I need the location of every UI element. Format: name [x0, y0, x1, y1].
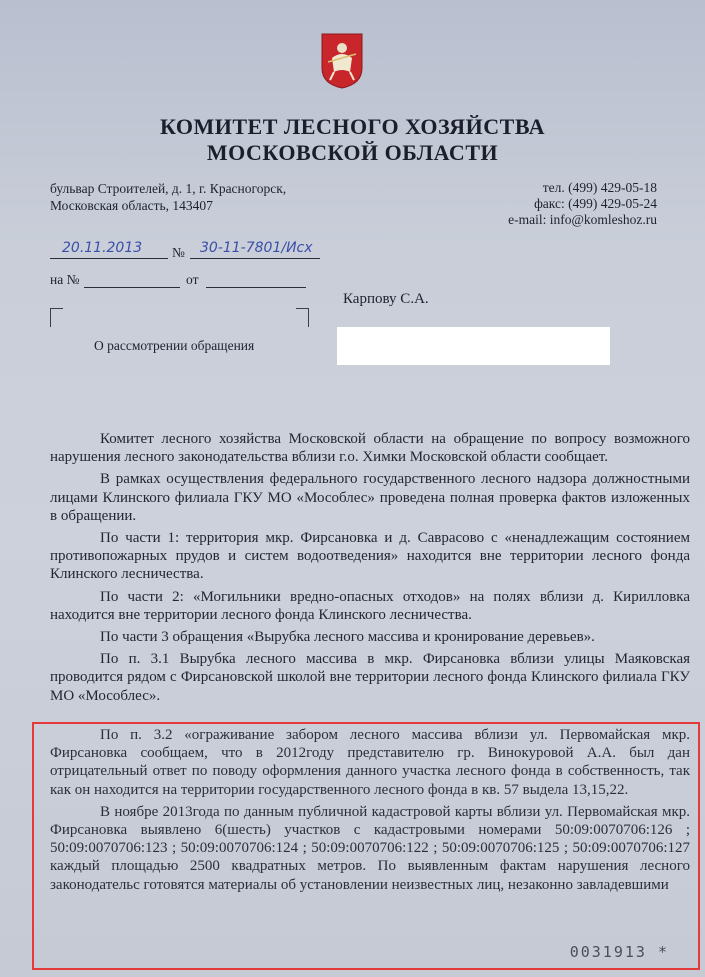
email-address: e-mail: info@komleshoz.ru [508, 212, 657, 227]
reference-date-line [206, 287, 306, 288]
body-paragraph: Комитет лесного хозяйства Московской области на обращение по вопросу возможного нарушения лесного законодательства вблизи г.о. Химки Московской области сообщает. [50, 431, 690, 466]
highlighted-body [50, 726, 690, 898]
reference-number-label: на № [50, 272, 80, 287]
number-sign: № [172, 245, 185, 260]
highlighted-paragraph: В ноябре 2013года по данным публичной кадастровой карты вблизи ул. Первомайская мкр. Фирсановка выявлено 6(шесть) участков с кадастровыми номерами 50:09:0070706:126 ; 50:09:0070706:123 ; 50:09:0070706:124 ; 50:09:0070706:122 ; 50:09:0070706:125 ; 50:09:0070706:127 каждый площадью 2500 квадратных метров. По выявленным фактам нарушения лесного законодательс готовятся материалы об установлении неизвестных лиц, незаконно завладевшими [50, 803, 690, 893]
body-paragraph: По части 2: «Могильники вредно-опасных отходов» на полях вблизи д. Кирилловка находится вне территории лесного фонда Клинского лесничества. [50, 588, 690, 623]
body-paragraph: По части 1: территория мкр. Фирсановка и д. Саврасово с «ненадлежащим состоянием противопожарных прудов и систем водоотведения» находится вне территории лесного фонда Клинского лесничества. [50, 530, 690, 583]
redacted-area [337, 327, 610, 365]
body-paragraph: По п. 3.1 Вырубка лесного массива в мкр. Фирсановка вблизи улицы Маяковская проводится рядом с Фирсановской школой вне территории лесного фонда Клинского филиала ГКУ МО «Мособлес». [50, 651, 690, 704]
body-paragraph: В рамках осуществления федерального государственного лесного надзора должностными лицами Клинского филиала ГКУ МО «Мособлес» проведена полная проверка фактов изложенных в обращении. [50, 471, 690, 524]
addressee-name: Карпову С.А. [343, 291, 429, 307]
handwritten-date: 20.11.2013 [62, 240, 143, 256]
organization-name-line2: МОСКОВСКОЙ ОБЛАСТИ [206, 140, 499, 165]
letter-body [50, 430, 690, 709]
address-line2: Московская область, 143407 [50, 198, 213, 213]
contact-block [508, 180, 657, 228]
fax-number: факс: (499) 429-05-24 [534, 196, 657, 211]
corner-mark-left [50, 308, 63, 327]
number-underline [190, 258, 320, 259]
date-underline [50, 258, 168, 259]
reference-date-label: от [186, 272, 199, 287]
highlighted-paragraph: По п. 3.2 «ограживание забором лесного массива вблизи ул. Первомайская мкр. Фирсановка сообщаем, что в 2012году представителю гр. Винокуровой А.А. был дан отрицательный ответ по поводу оформления данного участка лесного фонда в собственность, так как он находится на территории государственного лесного фонда в кв. 57 выдела 13,15,22. [50, 727, 690, 798]
body-paragraph: По части 3 обращения «Вырубка лесного массива и кронирование деревьев». [100, 629, 595, 646]
serial-number: 0031913 * [569, 943, 669, 961]
coat-of-arms-icon [320, 32, 364, 90]
subject-line: О рассмотрении обращения [94, 338, 255, 353]
postal-address [50, 180, 286, 214]
reference-number-line [84, 287, 180, 288]
organization-name-line1: КОМИТЕТ ЛЕСНОГО ХОЗЯЙСТВА [159, 114, 546, 139]
phone-number: тел. (499) 429-05-18 [542, 180, 657, 195]
corner-mark-right [296, 308, 309, 327]
handwritten-outgoing-number: 30-11-7801/Исх [200, 240, 313, 256]
address-line1: бульвар Строителей, д. 1, г. Красногорск, [50, 181, 287, 196]
